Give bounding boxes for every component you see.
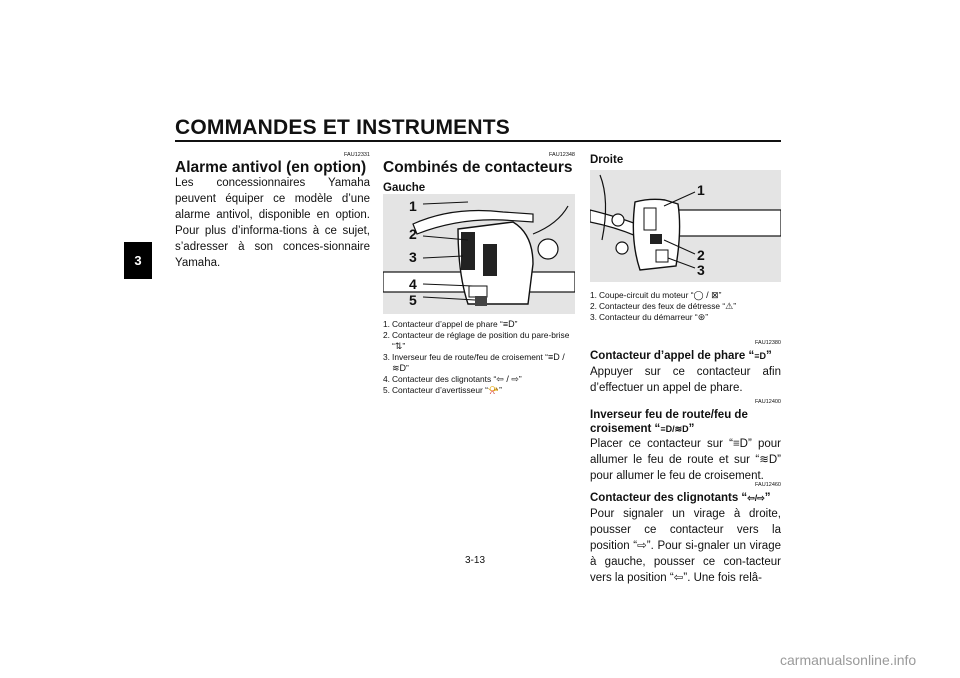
- caption-close-quote: ”: [733, 301, 737, 311]
- caption-text: Coupe-circuit du moteur “: [599, 290, 694, 300]
- caption-text: Contacteur des feux de détresse “: [599, 301, 726, 311]
- right-figure-captions: [590, 290, 781, 323]
- section-title-close: ”: [764, 492, 771, 504]
- section-title: [590, 349, 781, 363]
- callout-5: 5: [409, 292, 417, 308]
- section-subheading: Droite: [590, 154, 624, 166]
- section-code: FAU12400: [755, 399, 781, 405]
- caption-item: [590, 312, 781, 323]
- watermark-text: carmanualsonline.info: [780, 652, 917, 668]
- caption-number: 4.: [383, 374, 390, 384]
- right-switch-figure: [590, 170, 781, 282]
- turn-signal-icon: ⇦ / ⇨: [496, 374, 519, 384]
- caption-item: [383, 385, 575, 396]
- caption-item: [383, 352, 575, 374]
- caption-text: Contacteur de réglage de position du pare-brise “: [392, 330, 570, 351]
- right-handlebar-illustration: [590, 170, 781, 282]
- caption-number: 1.: [383, 319, 390, 329]
- section-code: FAU12380: [755, 340, 781, 346]
- section-paragraph: Placer ce contacteur sur “≡D” pour allumer le feu de route et sur “≋D” pour allumer le feu de croisement.: [590, 438, 781, 482]
- callout-3: 3: [409, 249, 417, 265]
- section-title-text: Inverseur feu de route/feu de croisement “: [590, 409, 748, 435]
- caption-close-quote: ”: [518, 374, 522, 384]
- beam-switch-icon: ≡D/≋D: [660, 424, 689, 434]
- caption-text: Contacteur des clignotants “: [392, 374, 497, 384]
- caption-item: [383, 330, 575, 352]
- windshield-adjust-icon: ⇅: [394, 341, 403, 351]
- section-paragraph: Les concessionnaires Yamaha peuvent équiper ce modèle d’une alarme antivol, disponible en option. Pour plus d’informa-tions à ce sujet, s’adresser à son conces-sionnaire Yamaha.: [175, 177, 370, 269]
- caption-close-quote: ”: [402, 341, 406, 351]
- section-paragraph: Appuyer sur ce contacteur afin d’effectuer un appel de phare.: [590, 366, 781, 394]
- caption-close-quote: ”: [705, 312, 709, 322]
- left-switch-figure: [383, 194, 575, 314]
- callout-3: 3: [697, 262, 705, 278]
- section-heading: Alarme antivol (en option): [175, 159, 367, 176]
- section-code: FAU12331: [344, 152, 370, 158]
- caption-text: Contacteur d’avertisseur “: [392, 385, 488, 395]
- left-figure-captions: [383, 319, 575, 396]
- horn-icon: 📯: [487, 385, 500, 395]
- caption-text: Contacteur d’appel de phare “: [392, 319, 503, 329]
- section-paragraph: Pour signaler un virage à droite, pousser ce contacteur vers la position “⇨”. Pour si-gnaler un virage à gauche, pousser ce con-tacteur vers la position “⇦”. Une fois relâ-: [590, 508, 781, 584]
- starter-icon: ⊛: [697, 312, 706, 322]
- page-header-title: COMMANDES ET INSTRUMENTS: [175, 116, 510, 139]
- caption-close-quote: ”: [514, 319, 518, 329]
- section-title-text: Contacteur d’appel de phare “: [590, 350, 755, 362]
- section-title: [590, 491, 781, 505]
- section-subheading: Gauche: [383, 182, 426, 194]
- section-code: FAU12460: [755, 482, 781, 488]
- section-title-text: Contacteur des clignotants “: [590, 492, 748, 504]
- caption-number: 3.: [590, 312, 597, 322]
- chapter-tab: 3: [124, 242, 152, 279]
- turn-signal-icon: ⇦/⇨: [747, 493, 765, 503]
- caption-number: 1.: [590, 290, 597, 300]
- callout-2: 2: [409, 226, 417, 242]
- caption-text: Inverseur feu de route/feu de croisement “: [392, 352, 548, 362]
- caption-number: 3.: [383, 352, 390, 362]
- callout-2: 2: [697, 247, 705, 263]
- callout-4: 4: [409, 276, 417, 292]
- section-title-close: ”: [766, 350, 772, 362]
- caption-close-quote: ”: [718, 290, 722, 300]
- caption-item: [383, 319, 575, 330]
- section-title: [590, 408, 750, 436]
- caption-close-quote: ”: [499, 385, 502, 395]
- caption-number: 2.: [590, 301, 597, 311]
- caption-close-quote: ”: [406, 363, 409, 373]
- callout-1: 1: [409, 198, 417, 214]
- caption-item: [383, 374, 575, 385]
- section-code: FAU12348: [549, 152, 575, 158]
- engine-stop-icon: ◯ / ⊠: [693, 290, 719, 300]
- header-rule: [175, 140, 781, 142]
- caption-text: Contacteur du démarreur “: [599, 312, 698, 322]
- caption-item: [590, 290, 781, 301]
- caption-number: 2.: [383, 330, 390, 340]
- section-title-close: ”: [688, 423, 695, 435]
- section-heading: Combinés de contacteurs: [383, 159, 573, 176]
- caption-item: [590, 301, 781, 312]
- callout-1: 1: [697, 182, 705, 198]
- hazard-icon: ⚠: [725, 301, 734, 311]
- high-beam-icon: ≡D: [754, 351, 766, 361]
- page-number: 3-13: [465, 555, 486, 566]
- high-beam-icon: ≡D: [502, 319, 515, 329]
- caption-number: 5.: [383, 385, 390, 395]
- beam-switch-icon: ≡D / ≋D: [392, 352, 565, 373]
